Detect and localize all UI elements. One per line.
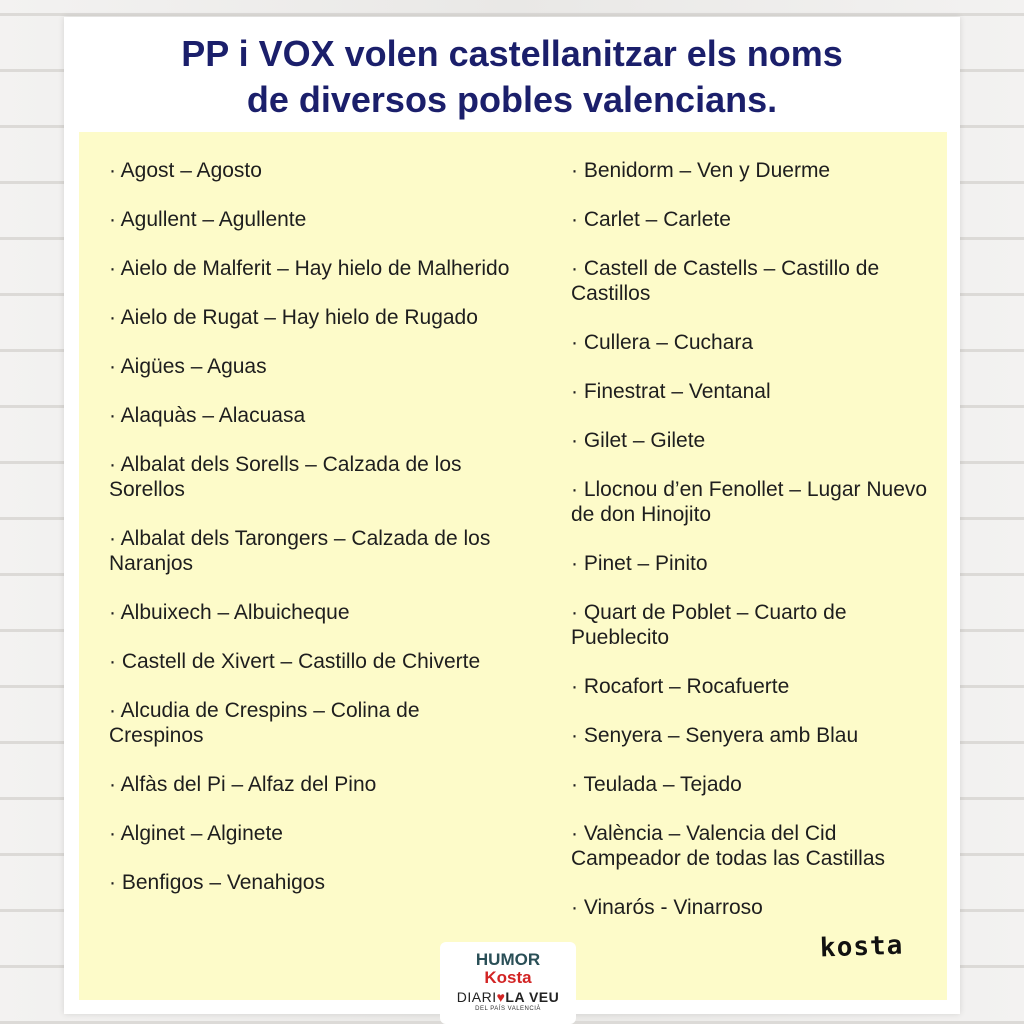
list-item: · Cullera – Cuchara: [571, 331, 754, 354]
list-item: · Aigües – Aguas: [109, 355, 267, 378]
list-item: · Agullent – Agullente: [109, 208, 307, 231]
list-item: · Teulada – Tejado: [571, 773, 742, 796]
poster-card: [64, 17, 960, 1014]
names-list-right: [571, 158, 931, 944]
badge-author: Kosta: [484, 968, 532, 987]
list-item: · Llocnou d’en Fenollet – Lugar Nuevo de don Hinojito: [571, 478, 928, 526]
list-item: · Finestrat – Ventanal: [571, 380, 771, 403]
list-item: · Rocafort – Rocafuerte: [571, 675, 790, 698]
list-item: · Albuixech – Albuicheque: [109, 601, 350, 624]
list-item: · Alfàs del Pi – Alfaz del Pino: [109, 773, 377, 796]
list-item: · Aielo de Malferit – Hay hielo de Malherido: [109, 257, 510, 280]
list-item: · Alaquàs – Alacuasa: [109, 404, 306, 427]
list-item: · Aielo de Rugat – Hay hielo de Rugado: [109, 306, 478, 329]
diari-la-veu-logo: [440, 989, 576, 1005]
list-item: · Castell de Xivert – Castillo de Chiverte: [109, 650, 481, 673]
list-item: · Benfigos – Venahigos: [109, 871, 325, 894]
badge-humor-label: HUMOR: [475, 950, 541, 969]
source-badge: [440, 942, 576, 1024]
list-item: · Agost – Agosto: [109, 159, 262, 182]
title-line-1: PP i VOX volen castellanitzar els noms: [181, 33, 843, 74]
page-title: [64, 31, 960, 123]
list-item: · Benidorm – Ven y Duerme: [571, 159, 831, 182]
names-list-left: [109, 158, 517, 919]
list-item: · Quart de Poblet – Cuarto de Pueblecito: [571, 601, 847, 649]
list-item: · Castell de Castells – Castillo de Castillos: [571, 257, 880, 305]
list-item: · Vinarós - Vinarroso: [571, 896, 763, 919]
list-item: · Senyera – Senyera amb Blau: [571, 724, 859, 747]
list-item: · València – Valencia del Cid Campeador de todas las Castillas: [571, 822, 885, 870]
list-item: · Alcudia de Crespins – Colina de Crespinos: [109, 699, 420, 747]
list-item: · Alginet – Alginete: [109, 822, 283, 845]
names-panel: [79, 132, 947, 1000]
title-line-2: de diversos pobles valencians.: [246, 79, 778, 120]
artist-signature: kosta: [819, 930, 904, 964]
list-item: · Gilet – Gilete: [571, 429, 706, 452]
logo-subtitle: DEL PAÍS VALENCIÀ: [475, 1006, 541, 1012]
list-item: · Carlet – Carlete: [571, 208, 731, 231]
list-item: · Pinet – Pinito: [571, 552, 708, 575]
list-item: · Albalat dels Sorells – Calzada de los Sorellos: [109, 453, 462, 501]
list-item: · Albalat dels Tarongers – Calzada de los Naranjos: [109, 527, 491, 575]
logo-diari-text: DIARI: [456, 989, 497, 1005]
logo-laveu-text: LA VEU: [505, 989, 560, 1005]
heart-icon: ♥: [496, 989, 506, 1005]
